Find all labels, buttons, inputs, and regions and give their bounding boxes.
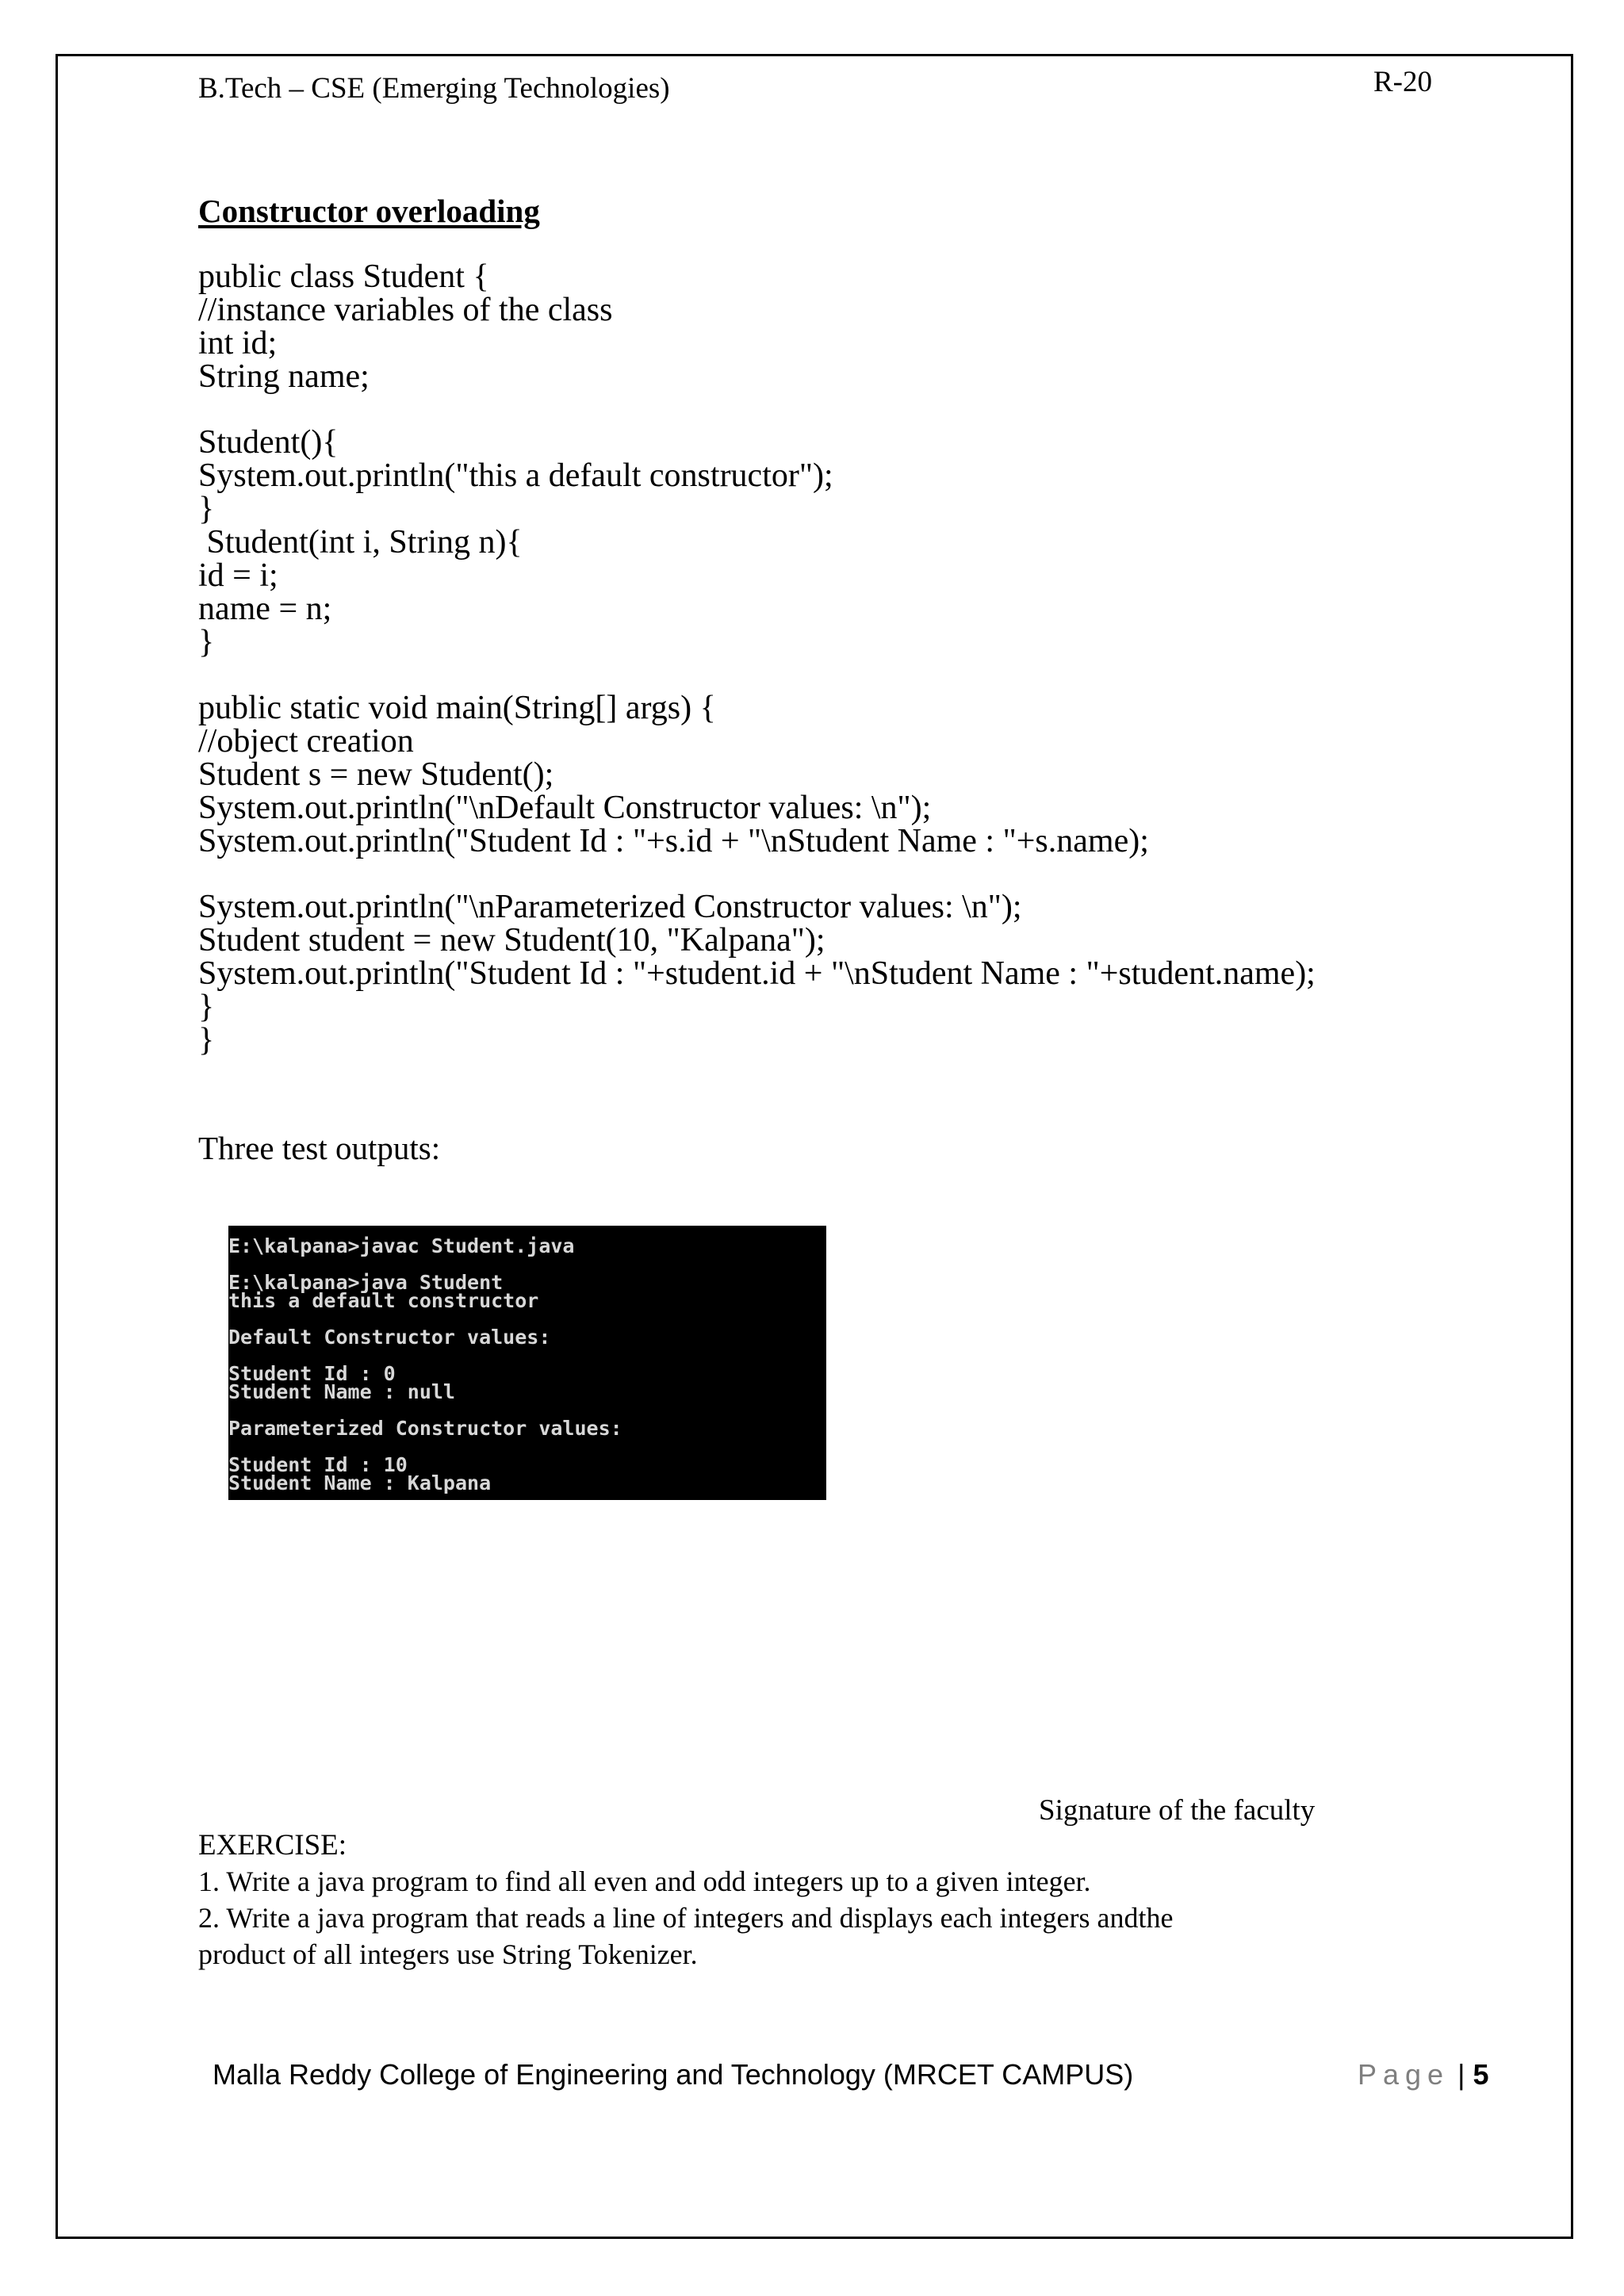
section-title: Constructor overloading bbox=[198, 193, 540, 229]
exercise-item: 1. Write a java program to find all even and odd integers up to a given integer. bbox=[198, 1866, 1091, 1897]
code-line: Student s = new Student(); bbox=[198, 756, 554, 793]
code-line: int id; bbox=[198, 325, 278, 362]
code-line: Student student = new Student(10, "Kalpana"); bbox=[198, 922, 825, 959]
code-line: System.out.println("\nDefault Constructor values: \n"); bbox=[198, 790, 932, 826]
code-line: public static void main(String[] args) { bbox=[198, 690, 716, 726]
terminal-line: Student Name : Kalpana bbox=[228, 1471, 492, 1494]
terminal-line: Default Constructor values: bbox=[228, 1326, 551, 1349]
code-blank-line bbox=[198, 659, 1316, 691]
code-line: Student(){ bbox=[198, 424, 339, 461]
code-line: System.out.println("\nParameterized Constructor values: \n"); bbox=[198, 889, 1022, 925]
course-header: B.Tech – CSE (Emerging Technologies) bbox=[198, 72, 670, 105]
page-word: Page bbox=[1358, 2058, 1450, 2091]
terminal-line: Student Id : 10 bbox=[228, 1453, 408, 1476]
code-line: System.out.println("Student Id : "+s.id + "\nStudent Name : "+s.name); bbox=[198, 823, 1149, 859]
code-line: } bbox=[198, 624, 215, 660]
code-blank-line bbox=[198, 858, 1316, 890]
exercise-item: 2. Write a java program that reads a line of integers and displays each integers andthe bbox=[198, 1902, 1174, 1934]
code-line: id = i; bbox=[198, 557, 278, 594]
code-line: } bbox=[198, 989, 215, 1025]
terminal-line: Student Name : null bbox=[228, 1380, 455, 1403]
terminal-line: E:\kalpana>javac Student.java bbox=[228, 1234, 575, 1257]
outputs-label: Three test outputs: bbox=[198, 1130, 441, 1166]
footer-institution: Malla Reddy College of Engineering and Technology (MRCET CAMPUS) bbox=[213, 2058, 1134, 2091]
page-separator: | bbox=[1457, 2058, 1465, 2091]
footer-page-number bbox=[1358, 2058, 1489, 2091]
code-line: //object creation bbox=[198, 723, 414, 760]
code-listing bbox=[198, 260, 1316, 1057]
code-line: String name; bbox=[198, 358, 370, 395]
code-line: name = n; bbox=[198, 591, 332, 627]
exercise-list bbox=[198, 1863, 1173, 1973]
page-number: 5 bbox=[1473, 2058, 1489, 2091]
code-blank-line bbox=[198, 393, 1316, 426]
signature-label: Signature of the faculty bbox=[1039, 1794, 1316, 1827]
terminal-line: Parameterized Constructor values: bbox=[228, 1417, 622, 1440]
regulation-label: R-20 bbox=[1373, 66, 1432, 98]
code-line: } bbox=[198, 491, 215, 527]
code-line: } bbox=[198, 1022, 215, 1058]
terminal-line: Student Id : 0 bbox=[228, 1362, 396, 1385]
terminal-line: this a default constructor bbox=[228, 1289, 539, 1312]
console-output-screenshot bbox=[228, 1226, 826, 1500]
code-line: //instance variables of the class bbox=[198, 292, 613, 328]
terminal-line: E:\kalpana>java Student bbox=[228, 1271, 504, 1294]
exercise-heading: EXERCISE: bbox=[198, 1829, 347, 1862]
code-line: System.out.println("Student Id : "+student.id + "\nStudent Name : "+student.name); bbox=[198, 955, 1316, 992]
code-line: public class Student { bbox=[198, 258, 489, 295]
code-line: Student(int i, String n){ bbox=[198, 524, 523, 561]
code-line: System.out.println("this a default constructor"); bbox=[198, 457, 833, 494]
exercise-item: product of all integers use String Tokenizer. bbox=[198, 1938, 698, 1970]
